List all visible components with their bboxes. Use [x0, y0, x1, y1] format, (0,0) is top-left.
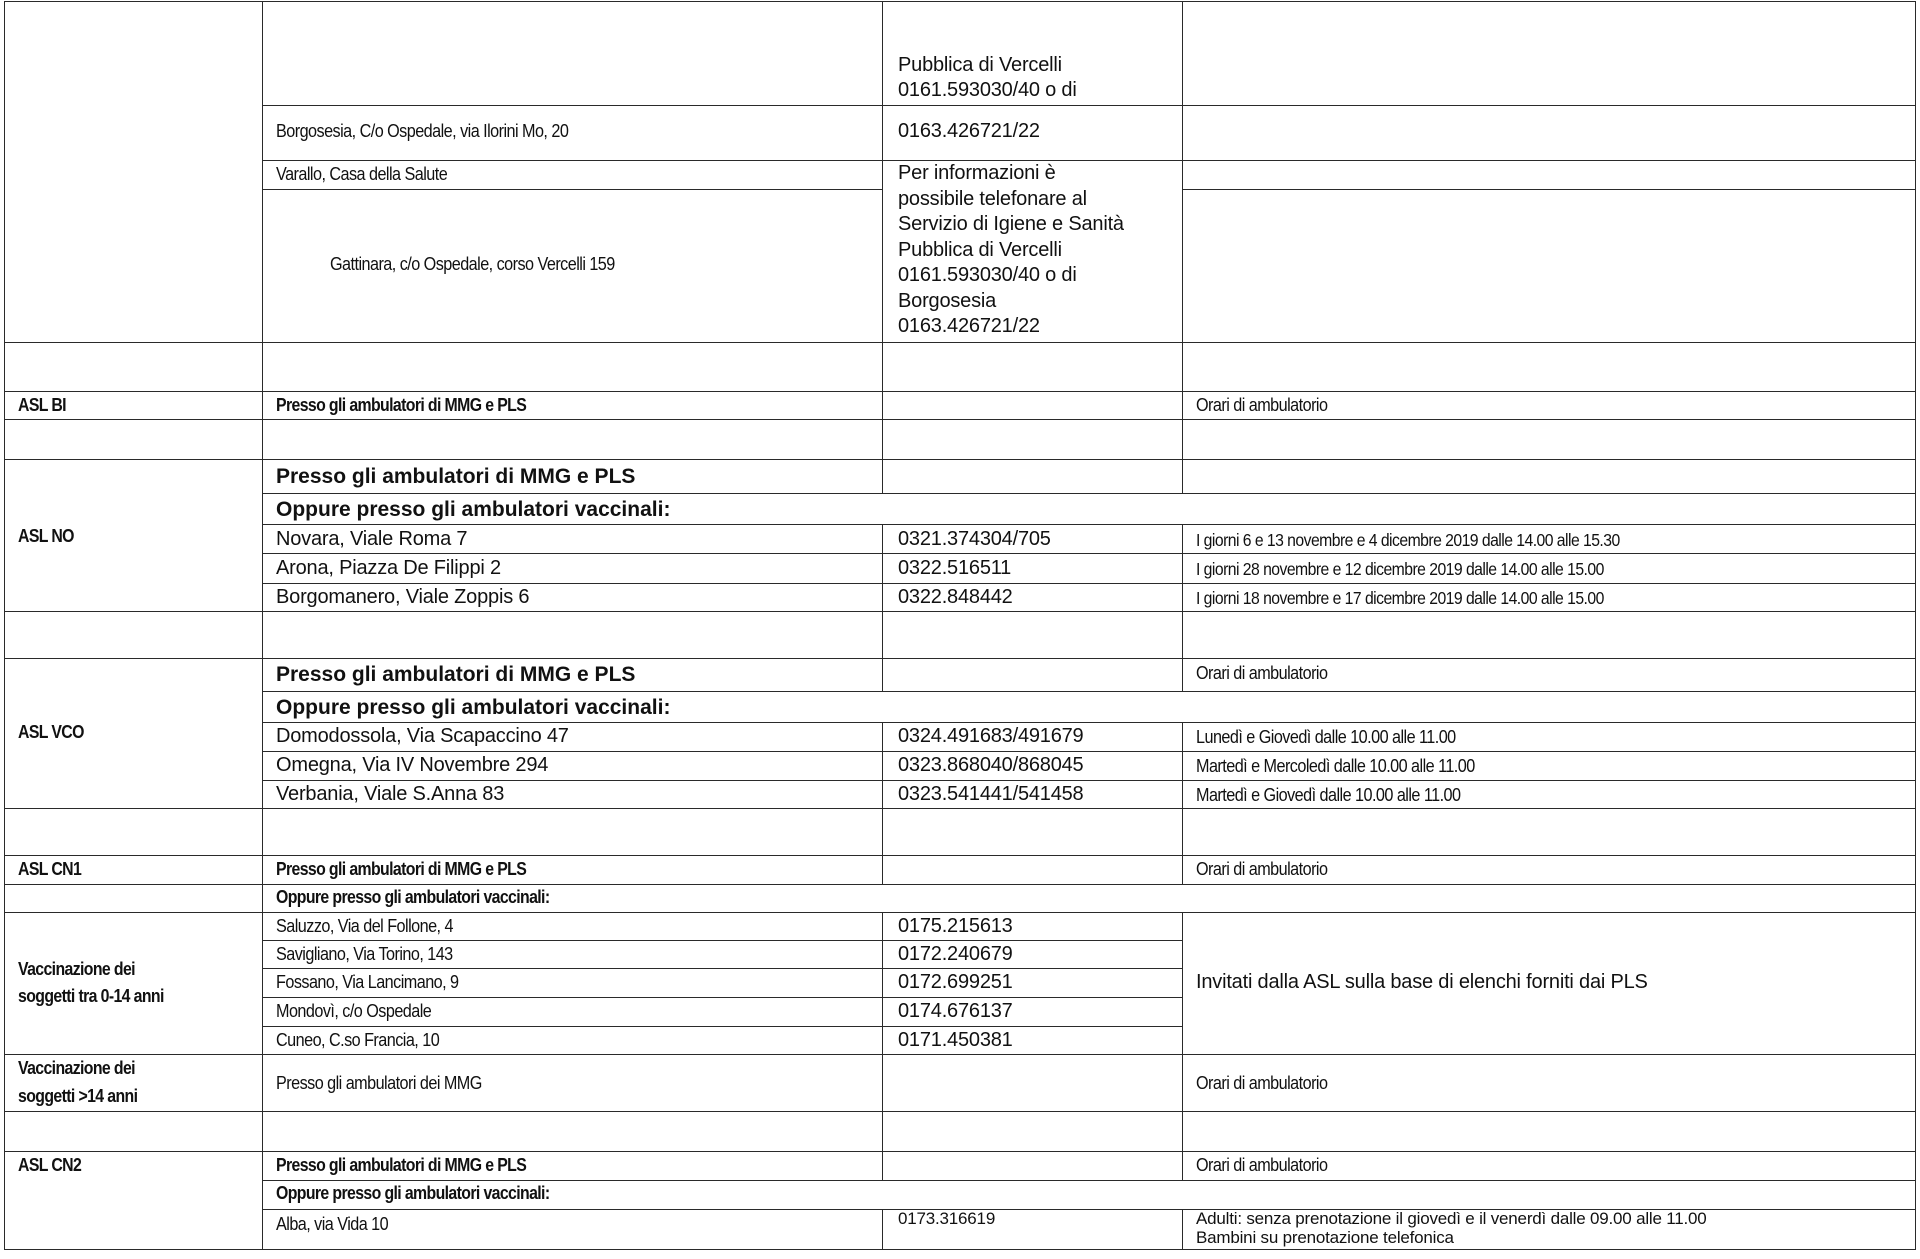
asl-no-site-phone: 0322.516511	[898, 557, 1012, 579]
asl-no-alt-header: Oppure presso gli ambulatori vaccinali:	[276, 498, 671, 521]
spacer-row	[4, 1111, 263, 1152]
asl-no-where: Presso gli ambulatori di MMG e PLS	[276, 465, 636, 488]
cell-r1-col4	[1182, 1, 1916, 106]
cell-col1-vercelli	[4, 1, 263, 343]
spacer-row	[1182, 342, 1916, 392]
asl-vco-site-location: Omegna, Via IV Novembre 294	[276, 754, 549, 776]
spacer-row	[4, 611, 263, 659]
cn2-site-phone: 0173.316619	[898, 1209, 996, 1228]
contact-text: 0161.593030/40 o di	[898, 79, 1077, 101]
asl-no-site-hours: I giorni 18 novembre e 17 dicembre 2019 dalle 14.00 alle 15.00	[1196, 588, 1604, 608]
asl-cn1-label: ASL CN1	[18, 859, 82, 879]
cn1-children-label-line1: Vaccinazione dei	[18, 959, 135, 979]
asl-bi-label: ASL BI	[18, 395, 66, 415]
contact-text: Pubblica di Vercelli	[898, 54, 1062, 76]
spacer-row	[1182, 419, 1916, 460]
asl-vco-site-hours: Martedì e Giovedì dalle 10.00 alle 11.00	[1196, 785, 1461, 805]
cell-r2-col4	[1182, 105, 1916, 161]
cn1-adults-where: Presso gli ambulatori dei MMG	[276, 1073, 482, 1093]
cn1-child-location: Savigliano, Via Torino, 143	[276, 944, 453, 964]
asl-vco-site-hours: Martedì e Mercoledì dalle 10.00 alle 11.00	[1196, 756, 1475, 776]
info-line-5: Borgosesia	[898, 290, 997, 312]
cn1-child-location: Fossano, Via Lancimano, 9	[276, 972, 459, 992]
asl-no-site-phone: 0322.848442	[898, 586, 1013, 608]
spacer-row	[262, 611, 883, 659]
asl-cn2-label: ASL CN2	[18, 1155, 82, 1175]
asl-no-site-phone: 0321.374304/705	[898, 528, 1051, 550]
asl-cn2-hours: Orari di ambulatorio	[1196, 1155, 1328, 1175]
cn1-child-phone: 0174.676137	[898, 1000, 1013, 1022]
cell-cn1-children-label	[4, 912, 263, 1055]
cn1-child-location: Mondovì, c/o Ospedale	[276, 1001, 432, 1021]
spacer-row	[262, 342, 883, 392]
cell-bi-col3	[882, 391, 1183, 420]
info-line-1: possibile telefonare al	[898, 188, 1087, 210]
spacer-row	[262, 808, 883, 856]
asl-vco-alt-header: Oppure presso gli ambulatori vaccinali:	[276, 696, 671, 719]
asl-no-site-location: Borgomanero, Viale Zoppis 6	[276, 586, 530, 608]
asl-no-site-hours: I giorni 28 novembre e 12 dicembre 2019 dalle 14.00 alle 15.00	[1196, 559, 1604, 579]
vercelli-contact-line2	[898, 79, 1077, 102]
spacer-row	[1182, 1111, 1916, 1152]
gattinara-location: Gattinara, c/o Ospedale, corso Vercelli 159	[330, 254, 615, 274]
spacer-row	[1182, 611, 1916, 659]
spacer-row	[262, 419, 883, 460]
cell-cn2-col3	[882, 1151, 1183, 1181]
cn1-children-note: Invitati dalla ASL sulla base di elenchi forniti dai PLS	[1196, 971, 1648, 993]
cn1-adults-hours: Orari di ambulatorio	[1196, 1073, 1328, 1093]
cell-no-col3	[882, 459, 1183, 494]
asl-no-site-location: Novara, Viale Roma 7	[276, 528, 468, 550]
cell-no-col4	[1182, 459, 1916, 494]
asl-no-label: ASL NO	[18, 526, 74, 546]
vercelli-contact-line1	[898, 54, 1062, 77]
asl-cn2-where: Presso gli ambulatori di MMG e PLS	[276, 1155, 527, 1175]
cell-cn1-alt-col1	[4, 884, 263, 913]
cn1-child-phone: 0175.215613	[898, 915, 1013, 937]
spacer-row	[882, 1111, 1183, 1152]
cn1-adults-label-line2: soggetti >14 anni	[18, 1086, 138, 1106]
cn1-child-phone: 0172.699251	[898, 971, 1013, 993]
asl-vco-site-phone: 0324.491683/491679	[898, 725, 1084, 747]
cn1-child-location: Saluzzo, Via del Follone, 4	[276, 916, 453, 936]
asl-vco-site-phone: 0323.541441/541458	[898, 783, 1084, 805]
cn1-children-label-line2: soggetti tra 0-14 anni	[18, 986, 164, 1006]
borgosesia-location: Borgosesia, C/o Ospedale, via Ilorini Mo, 20	[276, 121, 569, 141]
borgosesia-phone: 0163.426721/22	[898, 120, 1040, 142]
asl-vco-where: Presso gli ambulatori di MMG e PLS	[276, 663, 636, 686]
asl-bi-where: Presso gli ambulatori di MMG e PLS	[276, 395, 527, 415]
info-line-2: Servizio di Igiene e Sanità	[898, 213, 1124, 235]
spacer-row	[882, 808, 1183, 856]
cn1-child-phone: 0171.450381	[898, 1029, 1013, 1051]
asl-vco-site-location: Verbania, Viale S.Anna 83	[276, 783, 505, 805]
cell-r4-col4	[1182, 189, 1916, 343]
cn2-site-location: Alba, via Vida 10	[276, 1214, 389, 1234]
cell-cn1-col3	[882, 855, 1183, 885]
cn1-child-location: Cuneo, C.so Francia, 10	[276, 1030, 440, 1050]
info-line-4: 0161.593030/40 o di	[898, 264, 1077, 286]
asl-cn1-hours: Orari di ambulatorio	[1196, 859, 1328, 879]
info-line-6: 0163.426721/22	[898, 315, 1040, 337]
cell-vco-col3	[882, 658, 1183, 692]
info-line-3: Pubblica di Vercelli	[898, 239, 1062, 261]
info-line-0: Per informazioni è	[898, 162, 1056, 184]
spacer-row	[4, 419, 263, 460]
asl-cn1-alt-header: Oppure presso gli ambulatori vaccinali:	[276, 887, 550, 907]
cn1-child-phone: 0172.240679	[898, 943, 1013, 965]
asl-vco-hours: Orari di ambulatorio	[1196, 663, 1328, 683]
asl-no-site-location: Arona, Piazza De Filippi 2	[276, 557, 501, 579]
cn2-site-hours-line1: Adulti: senza prenotazione il giovedì e il venerdì dalle 09.00 alle 11.00	[1196, 1209, 1707, 1228]
varallo-location: Varallo, Casa della Salute	[276, 164, 448, 184]
asl-bi-hours: Orari di ambulatorio	[1196, 395, 1328, 415]
spacer-row	[882, 611, 1183, 659]
asl-no-site-hours: I giorni 6 e 13 novembre e 4 dicembre 2019 dalle 14.00 alle 15.30	[1196, 530, 1620, 550]
spacer-row	[882, 419, 1183, 460]
asl-cn1-where: Presso gli ambulatori di MMG e PLS	[276, 859, 527, 879]
cn2-site-hours-line2: Bambini su prenotazione telefonica	[1196, 1228, 1454, 1247]
cell-cn1-adults-col3	[882, 1054, 1183, 1112]
spacer-row	[4, 342, 263, 392]
asl-cn2-alt-header: Oppure presso gli ambulatori vaccinali:	[276, 1183, 550, 1203]
cn1-adults-label-line1: Vaccinazione dei	[18, 1058, 135, 1078]
spacer-row	[882, 342, 1183, 392]
spacer-row	[1182, 808, 1916, 856]
cell-r1-col2	[262, 1, 883, 106]
spacer-row	[4, 808, 263, 856]
asl-vco-label: ASL VCO	[18, 722, 84, 742]
asl-vco-site-hours: Lunedì e Giovedì dalle 10.00 alle 11.00	[1196, 727, 1456, 747]
cell-r3-col4	[1182, 160, 1916, 190]
spacer-row	[262, 1111, 883, 1152]
asl-vco-site-location: Domodossola, Via Scapaccino 47	[276, 725, 569, 747]
asl-vco-site-phone: 0323.868040/868045	[898, 754, 1084, 776]
